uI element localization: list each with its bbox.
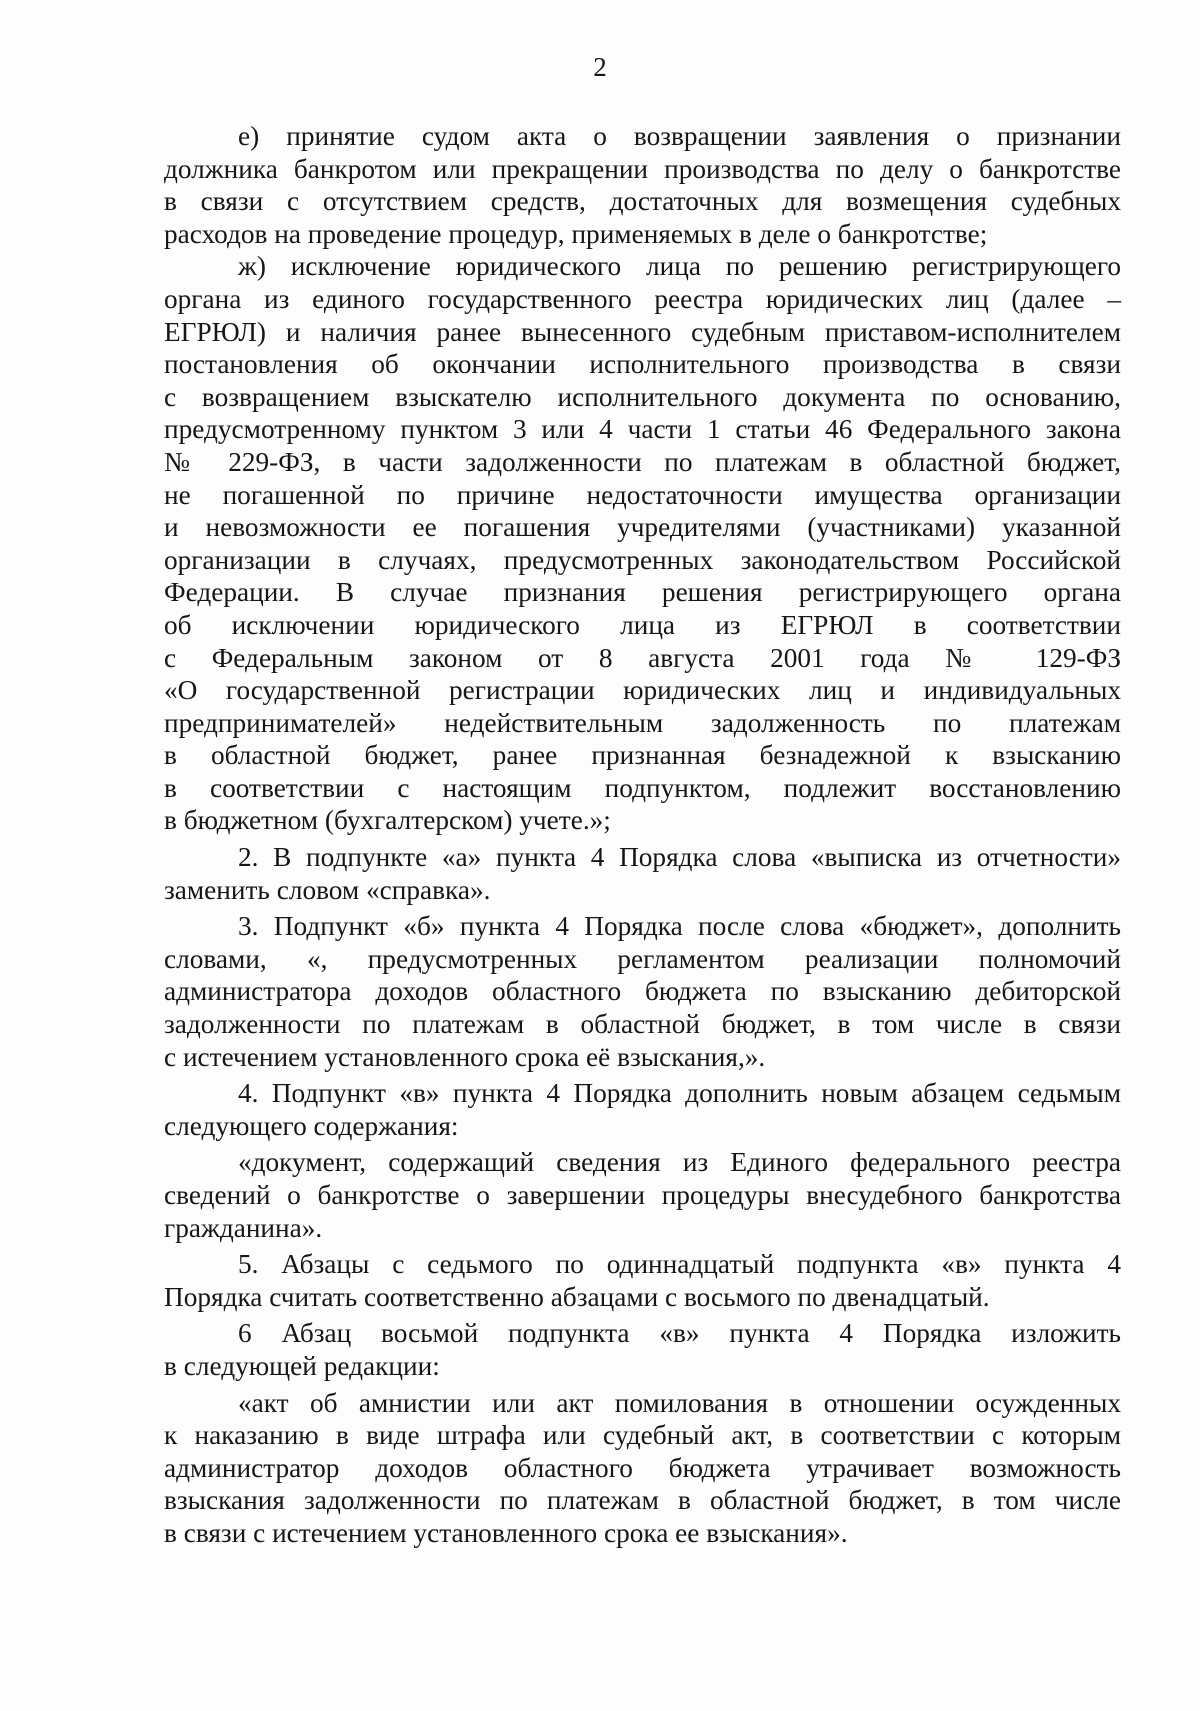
paragraph-point-3 — [164, 910, 1121, 1073]
text-line: гражданина». — [164, 1212, 323, 1243]
text-line: с возвращением взыскателю исполнительного документа по основанию, — [164, 381, 1121, 412]
text-line: 2. В подпункте «а» пункта 4 Порядка слова «выписка из отчетности» — [238, 842, 1121, 873]
paragraph-item-zh — [164, 250, 1121, 837]
paragraph-item-e — [164, 120, 1121, 250]
text-line: 3. Подпункт «б» пункта 4 Порядка после слова «бюджет», дополнить — [238, 911, 1121, 942]
text-line: следующего содержания: — [164, 1110, 459, 1141]
paragraph-point-6 — [164, 1317, 1121, 1382]
text-line: в связи с отсутствием средств, достаточных для возмещения судебных — [164, 186, 1121, 217]
text-line: задолженности по платежам в областной бюджет, в том числе в связи — [164, 1009, 1121, 1040]
text-line: в областной бюджет, ранее признанная безнадежной к взысканию — [164, 740, 1121, 771]
text-line: в бюджетном (бухгалтерском) учете.»; — [164, 805, 611, 836]
page-number: 2 — [593, 52, 607, 82]
text-line: 4. Подпункт «в» пункта 4 Порядка дополнить новым абзацем седьмым — [238, 1078, 1121, 1109]
text-line: администратора доходов областного бюджета по взысканию дебиторской — [164, 976, 1121, 1007]
text-line: об исключении юридического лица из ЕГРЮЛ в соответствии — [164, 609, 1121, 640]
text-line: администратор доходов областного бюджета утрачивает возможность — [164, 1452, 1121, 1483]
text-line: к наказанию в виде штрафа или судебный акт, в соответствии с которым — [164, 1420, 1121, 1451]
document-body — [164, 120, 1121, 1550]
text-line: в соответствии с настоящим подпунктом, подлежит восстановлению — [164, 772, 1121, 803]
paragraph-quote-2 — [164, 1387, 1121, 1550]
text-line: органа из единого государственного реестра юридических лиц (далее – — [164, 283, 1121, 314]
text-line: предусмотренному пунктом 3 или 4 части 1 статьи 46 Федерального закона — [164, 414, 1121, 445]
text-line: постановления об окончании исполнительного производства в связи — [164, 349, 1121, 380]
text-line: Порядка считать соответственно абзацами с восьмого по двенадцатый. — [164, 1281, 990, 1312]
text-line: расходов на проведение процедур, применяемых в деле о банкротстве; — [164, 218, 988, 249]
paragraph-point-5 — [164, 1248, 1121, 1313]
text-line: предпринимателей» недействительным задолженность по платежам — [164, 707, 1121, 738]
text-line: «акт об амнистии или акт помилования в отношении осужденных — [238, 1387, 1121, 1418]
text-line: не погашенной по причине недостаточности имущества организации — [164, 479, 1121, 510]
text-line: в следующей редакции: — [164, 1350, 440, 1381]
text-line: е) принятие судом акта о возвращении заявления о признании — [238, 121, 1121, 151]
text-line: с истечением установленного срока её взыскания,». — [164, 1041, 766, 1072]
text-line: «документ, содержащий сведения из Единого федерального реестра — [238, 1147, 1121, 1178]
text-line: в связи с истечением установленного срока ее взыскания». — [164, 1517, 848, 1548]
text-line: сведений о банкротстве о завершении процедуры внесудебного банкротства — [164, 1180, 1121, 1210]
text-line: взыскания задолженности по платежам в областной бюджет, в том числе — [164, 1485, 1121, 1516]
text-line: 6 Абзац восьмой подпункта «в» пункта 4 Порядка изложить — [238, 1318, 1121, 1349]
text-line: организации в случаях, предусмотренных законодательством Российской — [164, 544, 1121, 575]
text-line: № 229-ФЗ, в части задолженности по платежам в областной бюджет, — [164, 446, 1121, 477]
paragraph-quote-1 — [164, 1146, 1121, 1244]
paragraph-point-2 — [164, 841, 1121, 906]
text-line: с Федеральным законом от 8 августа 2001 года № 129-ФЗ — [164, 642, 1121, 673]
text-line: Федерации. В случае признания решения регистрирующего органа — [164, 577, 1121, 608]
text-line: ЕГРЮЛ) и наличия ранее вынесенного судебным приставом-исполнителем — [164, 316, 1121, 347]
paragraph-point-4 — [164, 1077, 1121, 1142]
text-line: словами, «, предусмотренных регламентом реализации полномочий — [164, 943, 1121, 974]
text-line: «О государственной регистрации юридических лиц и индивидуальных — [164, 675, 1121, 706]
text-line: и невозможности ее погашения учредителями (участниками) указанной — [164, 512, 1121, 543]
text-line: должника банкротом или прекращении производства по делу о банкротстве — [164, 153, 1121, 184]
text-line: ж) исключение юридического лица по решению регистрирующего — [238, 251, 1121, 282]
text-line: 5. Абзацы с седьмого по одиннадцатый подпункта «в» пункта 4 — [238, 1249, 1121, 1280]
text-line: заменить словом «справка». — [164, 874, 491, 905]
